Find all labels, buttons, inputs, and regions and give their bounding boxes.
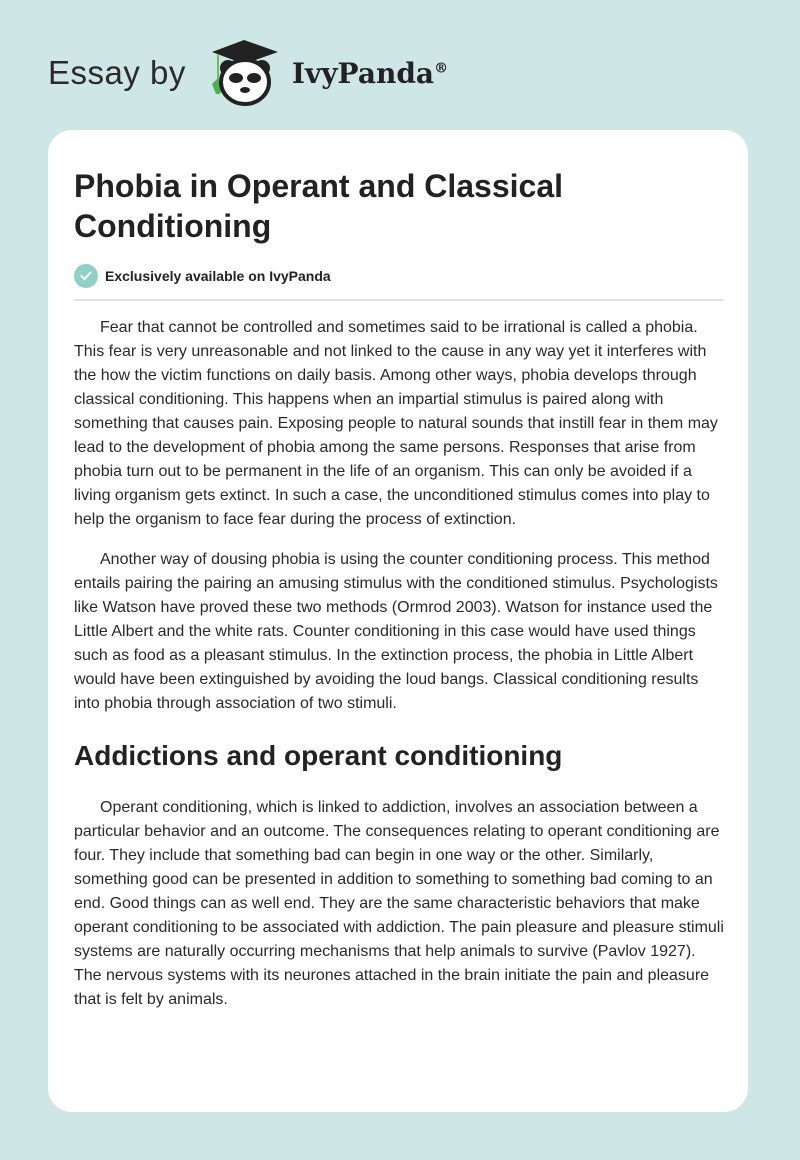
registered-mark: ® — [434, 60, 449, 77]
brand-text: IvyPanda — [291, 56, 435, 90]
paragraph: Fear that cannot be controlled and sometimes said to be irrational is called a phobia. This fear is very unreasonable and not linked to the cause in any way yet it interferes with the how the victim functions on daily basis. Among other ways, phobia develops through classical conditioning. This happens when an impartial stimulus is paired along with something that causes pain. Exposing people to natural sounds that instill fear in them may lead to the development of phobia among the same persons. Responses that arise from phobia turn out to be permanent in the life of an organism. This can only be avoided if a living organism gets extinct. In such a case, the unconditioned stimulus comes into play to help the organism to face fear during the process of extinction. — [74, 319, 718, 528]
site-header — [48, 38, 448, 108]
ivypanda-logo-icon[interactable] — [204, 38, 284, 108]
article-content — [74, 166, 724, 1012]
section-heading: Addictions and operant conditioning — [74, 740, 563, 771]
brand-name — [292, 57, 448, 90]
essay-by-label: Essay by — [48, 54, 186, 91]
paragraph: Another way of dousing phobia is using the counter conditioning process. This method entails pairing the pairing an amusing stimulus with the conditioned stimulus. Psychologists like Watson have proved these two methods (Ormrod 2003). Watson for instance used the Little Albert and the white rats. Counter conditioning in this case would have used things such as food as a pleasant stimulus. In the extinction process, the phobia in Little Albert would have been extinguished by avoiding the loud bangs. Classical conditioning results into phobia through association of two stimuli. — [74, 551, 718, 712]
page-title: Phobia in Operant and Classical Conditioning — [74, 168, 564, 244]
paragraph: Operant conditioning, which is linked to addiction, involves an association between a particular behavior and an outcome. The consequences relating to operant conditioning are four. They include that something bad can begin in one way or the other. Similarly, something good can be presented in addition to something to something bad coming to an end. Good things can as well end. They are the same characteristic behaviors that make operant conditioning to be associated with addiction. The pain pleasure and pleasure stimuli systems are naturally occurring mechanisms that help animals to survive (Pavlov 1927). The nervous systems with its neurones attached in the brain initiate the pain and pleasure that is felt by animals. — [74, 799, 724, 1008]
exclusive-badge — [74, 262, 724, 290]
divider — [74, 299, 724, 301]
badge-text: Exclusively available on IvyPanda — [105, 268, 331, 284]
check-circle-icon — [74, 264, 98, 288]
essay-card — [48, 130, 748, 1112]
